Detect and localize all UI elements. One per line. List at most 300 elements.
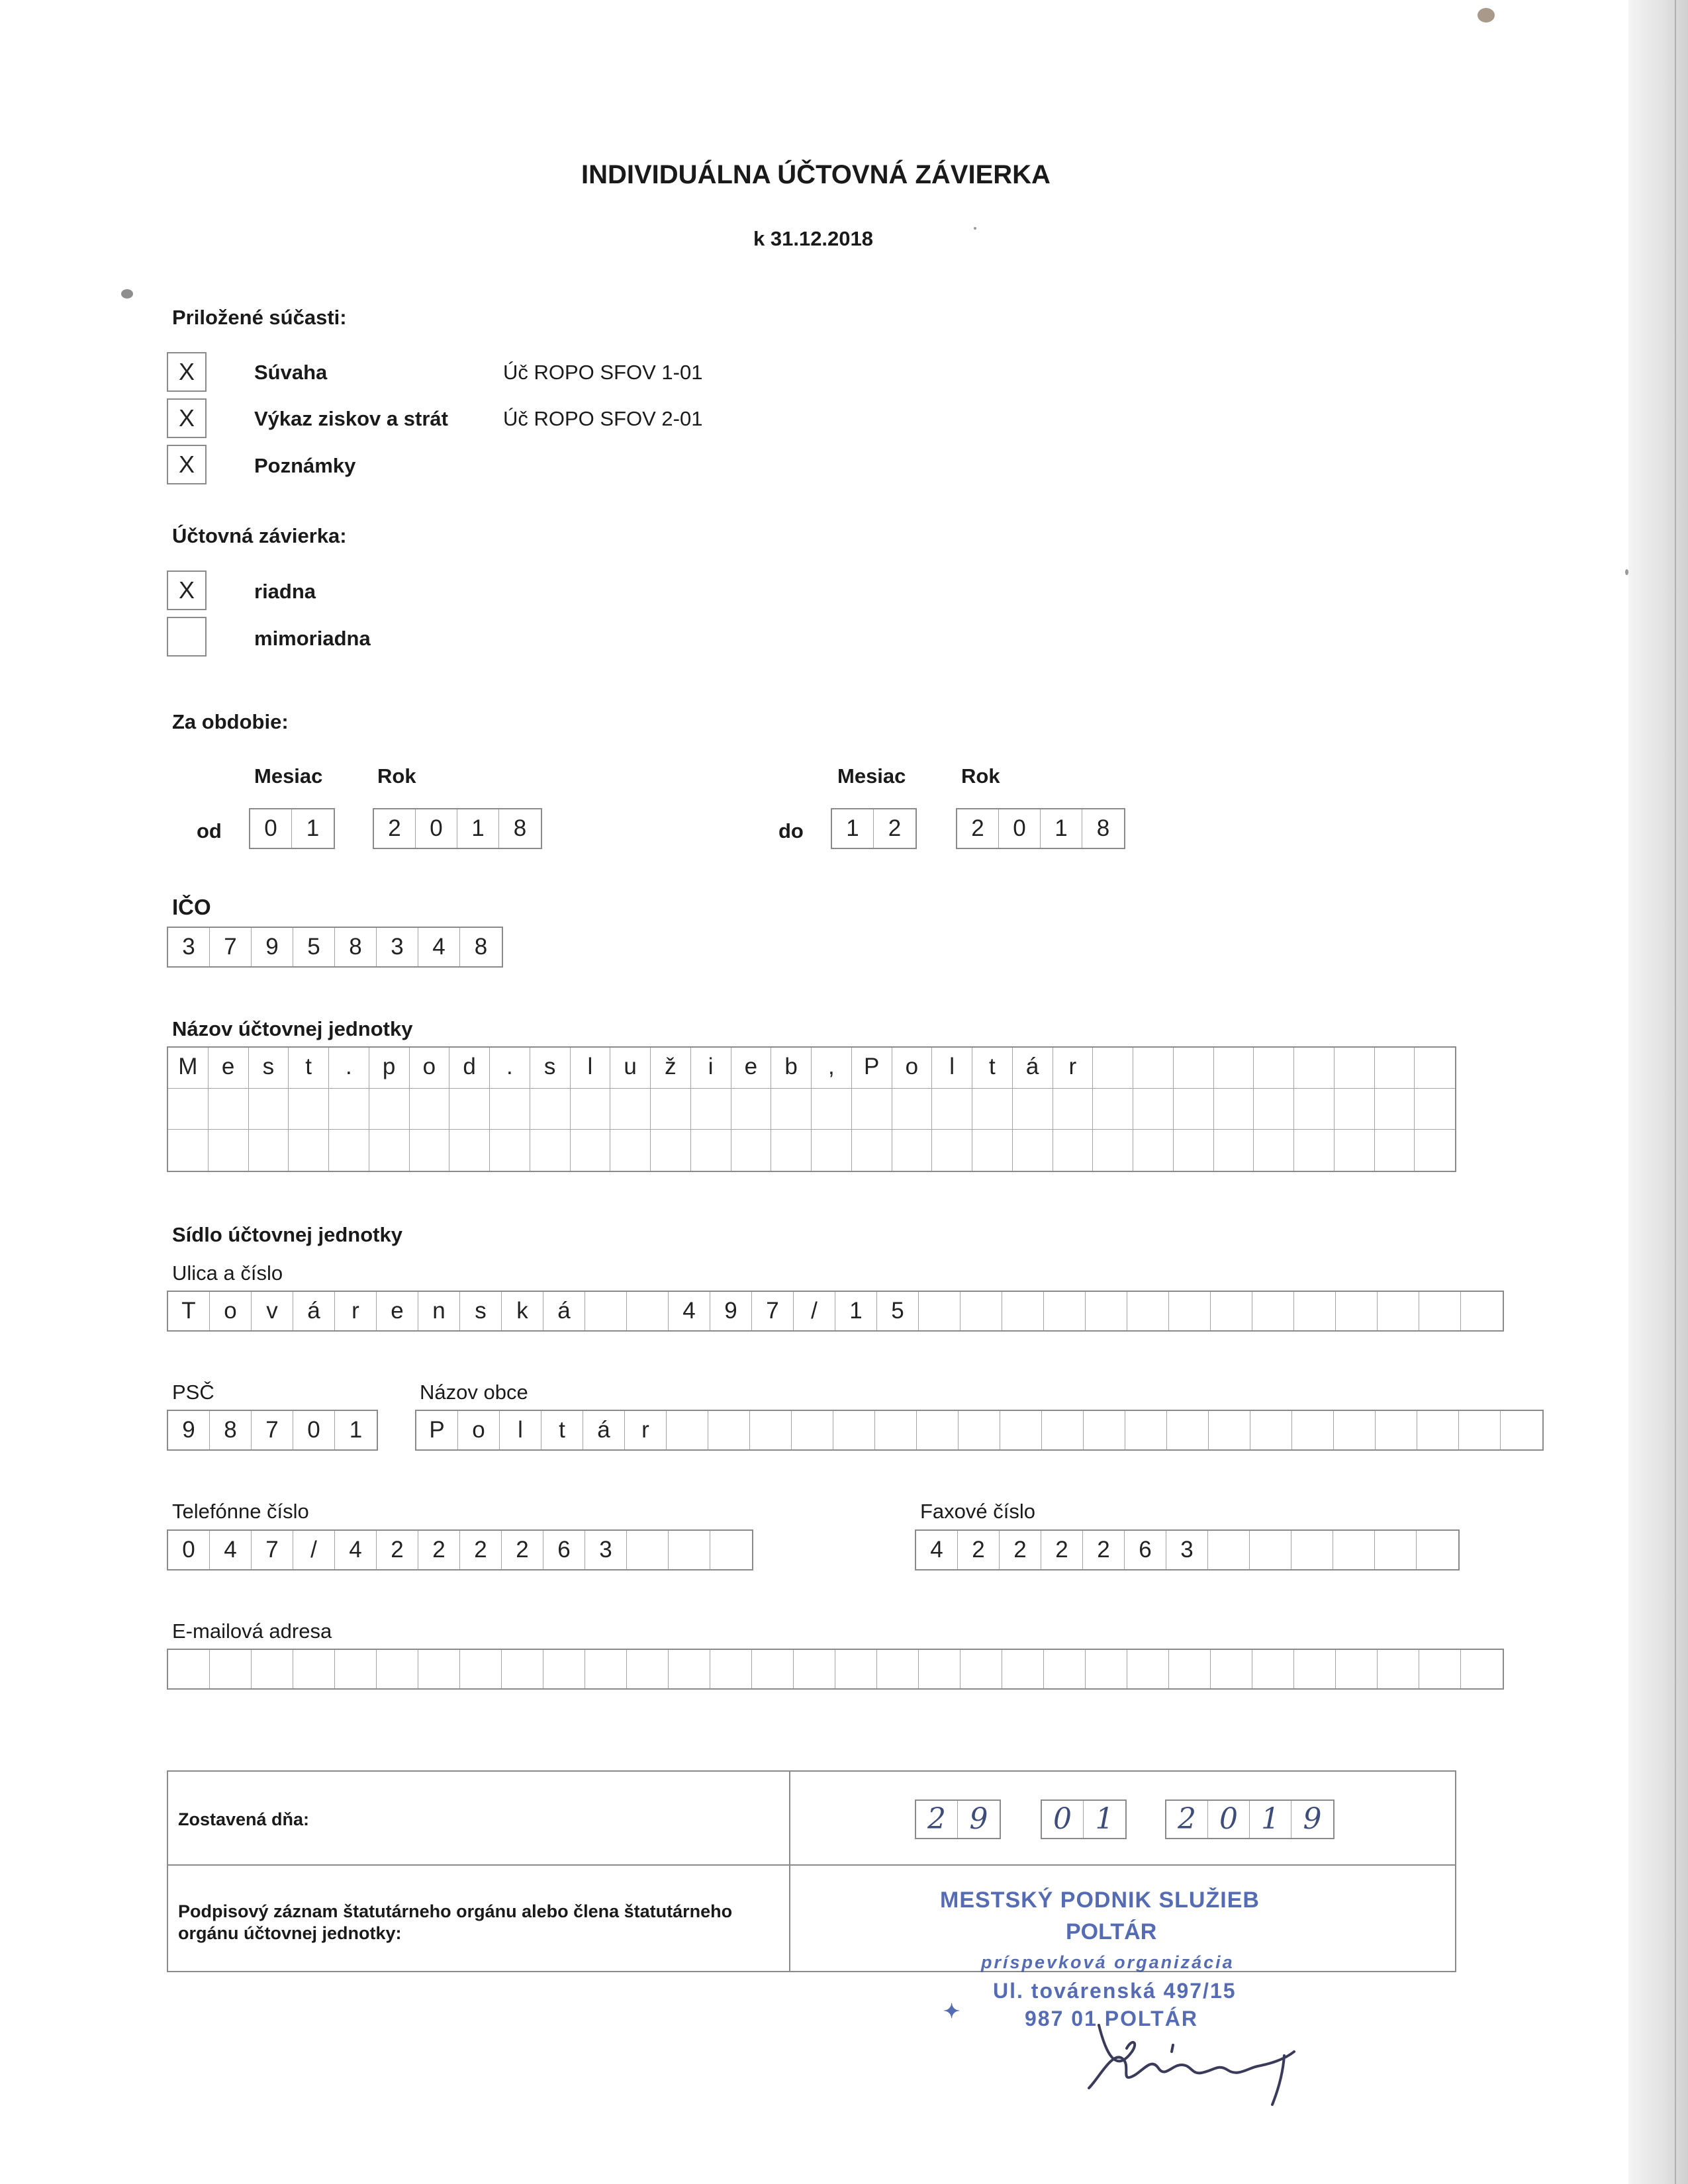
document-date: k 31.12.2018	[753, 227, 874, 250]
psc-field[interactable]	[167, 1410, 378, 1451]
char-cell	[708, 1411, 750, 1449]
char-cell: 7	[252, 1531, 293, 1569]
char-cell	[919, 1292, 961, 1330]
to-month-field[interactable]	[831, 808, 917, 849]
char-cell	[418, 1650, 460, 1688]
char-cell	[329, 1089, 369, 1129]
char-cell	[449, 1130, 490, 1171]
char-cell	[249, 1089, 289, 1129]
char-cell	[1211, 1650, 1252, 1688]
table-divider	[168, 1864, 1455, 1866]
char-cell	[1214, 1089, 1254, 1129]
char-cell: t	[541, 1411, 583, 1449]
char-cell: r	[335, 1292, 377, 1330]
part-name-vykaz: Výkaz ziskov a strát	[254, 407, 448, 430]
char-cell	[691, 1089, 731, 1129]
psc-label: PSČ	[172, 1381, 214, 1404]
char-cell: 4	[669, 1292, 710, 1330]
from-label: od	[197, 819, 222, 842]
char-cell	[168, 1089, 209, 1129]
char-cell	[852, 1089, 892, 1129]
char-cell: k	[502, 1292, 543, 1330]
char-cell	[293, 1650, 335, 1688]
char-cell	[1292, 1411, 1334, 1449]
char-cell	[1415, 1048, 1455, 1088]
char-cell	[1133, 1089, 1174, 1129]
char-cell: o	[892, 1048, 933, 1088]
char-cell	[1133, 1048, 1174, 1088]
char-cell: .	[329, 1048, 369, 1088]
char-cell	[289, 1089, 329, 1129]
char-cell	[1291, 1531, 1333, 1569]
char-cell: /	[293, 1531, 335, 1569]
char-cell	[875, 1411, 917, 1449]
char-cell	[835, 1650, 877, 1688]
char-cell: 2	[502, 1531, 543, 1569]
char-cell	[1419, 1650, 1461, 1688]
char-cell	[710, 1650, 752, 1688]
char-cell: d	[449, 1048, 490, 1088]
char-cell	[972, 1130, 1013, 1171]
char-cell	[530, 1130, 571, 1171]
closing-label: Účtovná závierka:	[172, 524, 347, 547]
char-cell	[961, 1650, 1002, 1688]
char-cell: 1	[832, 809, 874, 848]
char-cell: s	[460, 1292, 502, 1330]
char-cell: á	[583, 1411, 625, 1449]
entity-name-row	[168, 1089, 1455, 1130]
char-cell	[731, 1130, 772, 1171]
char-cell	[1419, 1292, 1461, 1330]
char-cell	[530, 1089, 571, 1129]
email-field[interactable]	[167, 1649, 1504, 1690]
city-label: Názov obce	[420, 1381, 528, 1404]
char-cell: á	[543, 1292, 585, 1330]
char-cell	[1459, 1411, 1501, 1449]
char-cell	[1002, 1292, 1044, 1330]
char-cell	[335, 1650, 377, 1688]
entity-name-label: Názov účtovnej jednotky	[172, 1017, 413, 1040]
from-year-label: Rok	[377, 764, 416, 788]
char-cell	[1415, 1130, 1455, 1171]
char-cell	[1044, 1650, 1086, 1688]
char-cell: 8	[1096, 815, 1110, 841]
char-cell: 5	[877, 1292, 919, 1330]
char-cell	[490, 1089, 530, 1129]
char-cell: 1	[349, 1417, 363, 1443]
part-code-suvaha: Úč ROPO SFOV 1-01	[503, 361, 703, 384]
char-cell	[1294, 1130, 1335, 1171]
char-cell	[792, 1411, 833, 1449]
char-cell: 0	[1208, 1801, 1250, 1838]
char-cell	[502, 1650, 543, 1688]
entity-name-row	[168, 1048, 1455, 1089]
char-cell	[1375, 1531, 1417, 1569]
checkbox-mimoriadna[interactable]	[167, 617, 207, 657]
char-cell	[812, 1089, 852, 1129]
char-cell	[1336, 1292, 1378, 1330]
char-cell	[249, 1130, 289, 1171]
char-cell	[1417, 1531, 1458, 1569]
char-cell: P	[416, 1411, 458, 1449]
char-cell: e	[731, 1048, 772, 1088]
char-cell	[1093, 1089, 1133, 1129]
char-cell	[1000, 1411, 1042, 1449]
char-cell	[210, 1650, 252, 1688]
char-cell: 1	[306, 815, 320, 841]
char-cell: 2	[374, 809, 416, 848]
char-cell: 8	[210, 1411, 252, 1449]
char-cell	[750, 1411, 792, 1449]
char-cell: v	[252, 1292, 293, 1330]
char-cell	[1335, 1048, 1375, 1088]
char-cell: 7	[252, 1411, 293, 1449]
char-cell	[1127, 1292, 1169, 1330]
char-cell	[972, 1089, 1013, 1129]
char-cell: 4	[418, 928, 460, 966]
char-cell: 7	[752, 1292, 794, 1330]
char-cell: 2	[957, 809, 999, 848]
char-cell	[1125, 1411, 1167, 1449]
char-cell: á	[1013, 1048, 1053, 1088]
compiled-date-label: Zostavená dňa:	[178, 1809, 310, 1829]
char-cell: 1	[1095, 1802, 1114, 1836]
char-cell	[377, 1650, 418, 1688]
compiled-month-field[interactable]	[1041, 1799, 1127, 1839]
char-cell	[627, 1531, 669, 1569]
char-cell	[932, 1089, 972, 1129]
signature-label: Podpisový záznam štatutárneho orgánu alebo člena štatutárneho orgánu účtovnej jednotky:	[178, 1901, 733, 1943]
stamp-line-3: príspevková organizácia	[981, 1952, 1235, 1972]
char-cell	[1211, 1292, 1252, 1330]
char-cell	[289, 1130, 329, 1171]
char-cell: 2	[1041, 1531, 1083, 1569]
char-cell	[1417, 1411, 1459, 1449]
char-cell: 2	[377, 1531, 418, 1569]
char-cell: 7	[210, 928, 252, 966]
street-field[interactable]	[167, 1291, 1504, 1332]
char-cell	[691, 1130, 731, 1171]
char-cell: 8	[513, 815, 527, 841]
checkbox-suvaha[interactable]: X	[167, 352, 207, 392]
char-cell	[1002, 1650, 1044, 1688]
char-cell: t	[289, 1048, 329, 1088]
char-cell	[209, 1089, 249, 1129]
char-cell	[1086, 1650, 1127, 1688]
scan-speck	[121, 289, 133, 298]
char-cell	[369, 1089, 410, 1129]
char-cell	[1167, 1411, 1209, 1449]
char-cell	[959, 1411, 1000, 1449]
char-cell	[410, 1089, 450, 1129]
char-cell	[1214, 1130, 1254, 1171]
char-cell	[1044, 1292, 1086, 1330]
phone-field[interactable]	[167, 1529, 753, 1570]
stamp-line-2: POLTÁR	[1066, 1919, 1157, 1944]
char-cell: T	[168, 1292, 210, 1330]
char-cell: á	[293, 1292, 335, 1330]
char-cell	[1375, 1130, 1415, 1171]
char-cell	[1336, 1650, 1378, 1688]
char-cell	[1294, 1292, 1336, 1330]
char-cell	[1127, 1650, 1169, 1688]
char-cell	[1335, 1089, 1375, 1129]
handwritten-signature	[1086, 2012, 1304, 2111]
char-cell: 0	[1042, 1801, 1084, 1838]
char-cell: ,	[812, 1048, 852, 1088]
ico-label: IČO	[172, 895, 211, 919]
period-label: Za obdobie:	[172, 710, 289, 733]
char-cell: u	[610, 1048, 651, 1088]
page-edge-line	[1675, 0, 1676, 2184]
char-cell: 2	[958, 1531, 1000, 1569]
closing-name-mimoriadna: mimoriadna	[254, 627, 371, 650]
char-cell	[1252, 1650, 1294, 1688]
char-cell	[1375, 1089, 1415, 1129]
char-cell: 2	[1000, 1531, 1041, 1569]
char-cell	[585, 1292, 627, 1330]
char-cell: o	[410, 1048, 450, 1088]
char-cell	[710, 1531, 752, 1569]
char-cell: 4	[335, 1531, 377, 1569]
char-cell: 9	[969, 1802, 988, 1836]
char-cell	[651, 1089, 691, 1129]
char-cell: s	[249, 1048, 289, 1088]
char-cell: 2	[1166, 1801, 1208, 1838]
char-cell: /	[794, 1292, 835, 1330]
char-cell	[1378, 1292, 1419, 1330]
part-name-suvaha: Súvaha	[254, 361, 328, 384]
to-label: do	[778, 819, 804, 842]
char-cell	[877, 1650, 919, 1688]
char-cell	[1501, 1411, 1542, 1449]
char-cell: p	[369, 1048, 410, 1088]
char-cell	[669, 1650, 710, 1688]
signoff-table	[167, 1770, 1456, 1972]
char-cell: o	[210, 1292, 252, 1330]
char-cell	[585, 1650, 627, 1688]
char-cell	[1133, 1130, 1174, 1171]
char-cell	[1461, 1292, 1503, 1330]
char-cell	[1086, 1292, 1127, 1330]
char-cell	[1254, 1089, 1294, 1129]
char-cell: r	[1053, 1048, 1094, 1088]
fax-field[interactable]	[915, 1529, 1460, 1570]
char-cell	[571, 1089, 611, 1129]
char-cell: 0	[250, 809, 292, 848]
char-cell: b	[771, 1048, 812, 1088]
char-cell: n	[418, 1292, 460, 1330]
char-cell: 2	[888, 815, 902, 841]
char-cell	[1013, 1089, 1053, 1129]
char-cell	[627, 1650, 669, 1688]
entity-name-field[interactable]	[167, 1046, 1456, 1172]
char-cell: t	[972, 1048, 1013, 1088]
entity-name-row	[168, 1130, 1455, 1171]
char-cell	[1254, 1130, 1294, 1171]
char-cell: 1	[457, 809, 499, 848]
char-cell: l	[500, 1411, 541, 1449]
fax-label: Faxové číslo	[920, 1500, 1036, 1523]
char-cell	[1042, 1411, 1084, 1449]
char-cell: M	[168, 1048, 209, 1088]
email-label: E-mailová adresa	[172, 1619, 332, 1643]
char-cell	[1375, 1048, 1415, 1088]
char-cell	[168, 1650, 210, 1688]
char-cell: 0	[999, 809, 1041, 848]
parts-label: Priložené súčasti:	[172, 306, 347, 329]
char-cell	[543, 1650, 585, 1688]
char-cell	[1333, 1531, 1375, 1569]
char-cell: l	[932, 1048, 972, 1088]
to-month-label: Mesiac	[837, 764, 906, 788]
char-cell	[1053, 1089, 1094, 1129]
scan-speck	[1625, 569, 1628, 575]
checkbox-vykaz[interactable]: X	[167, 398, 207, 438]
city-field[interactable]	[415, 1410, 1544, 1451]
stamp-line-4: Ul. továrenská 497/15	[993, 1979, 1237, 2003]
part-name-poznamky: Poznámky	[254, 454, 356, 477]
char-cell	[961, 1292, 1002, 1330]
char-cell: 8	[474, 934, 488, 960]
char-cell	[771, 1089, 812, 1129]
street-label: Ulica a číslo	[172, 1261, 283, 1285]
char-cell: 3	[1166, 1531, 1208, 1569]
char-cell: 6	[543, 1531, 585, 1569]
char-cell: i	[691, 1048, 731, 1088]
char-cell: 1	[1041, 809, 1082, 848]
char-cell: .	[490, 1048, 530, 1088]
char-cell	[460, 1650, 502, 1688]
document-title: INDIVIDUÁLNA ÚČTOVNÁ ZÁVIERKA	[581, 160, 1051, 189]
char-cell	[1174, 1130, 1214, 1171]
char-cell	[209, 1130, 249, 1171]
from-month-field[interactable]	[249, 808, 335, 849]
char-cell: l	[571, 1048, 611, 1088]
to-year-label: Rok	[961, 764, 1000, 788]
char-cell: ž	[651, 1048, 691, 1088]
char-cell	[1250, 1411, 1292, 1449]
char-cell: e	[377, 1292, 418, 1330]
char-cell: 0	[293, 1411, 335, 1449]
char-cell	[1415, 1089, 1455, 1129]
char-cell: 0	[416, 809, 457, 848]
char-cell: 1	[835, 1292, 877, 1330]
char-cell	[369, 1130, 410, 1171]
char-cell	[571, 1130, 611, 1171]
char-cell: 1	[1250, 1801, 1291, 1838]
char-cell: 9	[1303, 1802, 1322, 1836]
part-code-vykaz: Úč ROPO SFOV 2-01	[503, 407, 703, 430]
char-cell: 2	[1083, 1531, 1125, 1569]
char-cell	[1084, 1411, 1125, 1449]
char-cell	[1093, 1130, 1133, 1171]
char-cell: 3	[585, 1531, 627, 1569]
char-cell	[252, 1650, 293, 1688]
char-cell	[731, 1089, 772, 1129]
char-cell: 8	[335, 928, 377, 966]
scanned-page-edge	[1628, 0, 1688, 2184]
stamp-star-icon: ✦	[943, 2001, 961, 2023]
char-cell	[1378, 1650, 1419, 1688]
ico-field[interactable]	[167, 927, 503, 968]
char-cell: 3	[377, 928, 418, 966]
char-cell: e	[209, 1048, 249, 1088]
char-cell: 6	[1125, 1531, 1166, 1569]
char-cell	[1013, 1130, 1053, 1171]
char-cell	[1174, 1048, 1214, 1088]
checkbox-riadna[interactable]: X	[167, 570, 207, 610]
char-cell	[771, 1130, 812, 1171]
char-cell	[932, 1130, 972, 1171]
char-cell	[410, 1130, 450, 1171]
char-cell	[1376, 1411, 1417, 1449]
char-cell	[919, 1650, 961, 1688]
char-cell	[168, 1130, 209, 1171]
char-cell: 9	[168, 1411, 210, 1449]
address-section-label: Sídlo účtovnej jednotky	[172, 1223, 402, 1246]
char-cell: 2	[916, 1801, 958, 1838]
char-cell	[329, 1130, 369, 1171]
char-cell: s	[530, 1048, 571, 1088]
char-cell	[1461, 1650, 1503, 1688]
char-cell	[1252, 1292, 1294, 1330]
scan-speck	[974, 227, 976, 230]
char-cell	[892, 1130, 933, 1171]
char-cell	[1335, 1130, 1375, 1171]
char-cell	[1053, 1130, 1094, 1171]
closing-name-riadna: riadna	[254, 580, 316, 603]
table-divider	[789, 1772, 790, 1971]
char-cell	[892, 1089, 933, 1129]
char-cell	[610, 1130, 651, 1171]
char-cell: 0	[168, 1531, 210, 1569]
stamp-line-1: MESTSKÝ PODNIK SLUŽIEB	[940, 1888, 1260, 1913]
char-cell: 4	[210, 1531, 252, 1569]
char-cell	[1169, 1292, 1211, 1330]
char-cell	[1208, 1531, 1250, 1569]
char-cell: 5	[293, 928, 335, 966]
char-cell	[1169, 1650, 1211, 1688]
stamp-line-5: 987 01 POLTÁR	[1025, 2007, 1198, 2030]
char-cell	[1093, 1048, 1133, 1088]
char-cell	[1294, 1048, 1335, 1088]
char-cell	[490, 1130, 530, 1171]
to-year-field[interactable]	[956, 808, 1125, 849]
char-cell: o	[458, 1411, 500, 1449]
char-cell	[610, 1089, 651, 1129]
checkbox-poznamky[interactable]: X	[167, 445, 207, 484]
compiled-day-field[interactable]	[915, 1799, 1001, 1839]
compiled-year-field[interactable]	[1165, 1799, 1335, 1839]
char-cell	[852, 1130, 892, 1171]
char-cell: 2	[460, 1531, 502, 1569]
phone-label: Telefónne číslo	[172, 1500, 309, 1523]
char-cell	[651, 1130, 691, 1171]
char-cell	[1214, 1048, 1254, 1088]
char-cell	[752, 1650, 794, 1688]
char-cell	[1294, 1650, 1336, 1688]
char-cell	[667, 1411, 708, 1449]
from-year-field[interactable]	[373, 808, 542, 849]
char-cell: 3	[168, 928, 210, 966]
char-cell	[1209, 1411, 1250, 1449]
char-cell: 4	[916, 1531, 958, 1569]
from-month-label: Mesiac	[254, 764, 323, 788]
char-cell	[449, 1089, 490, 1129]
char-cell	[833, 1411, 875, 1449]
char-cell	[1334, 1411, 1376, 1449]
